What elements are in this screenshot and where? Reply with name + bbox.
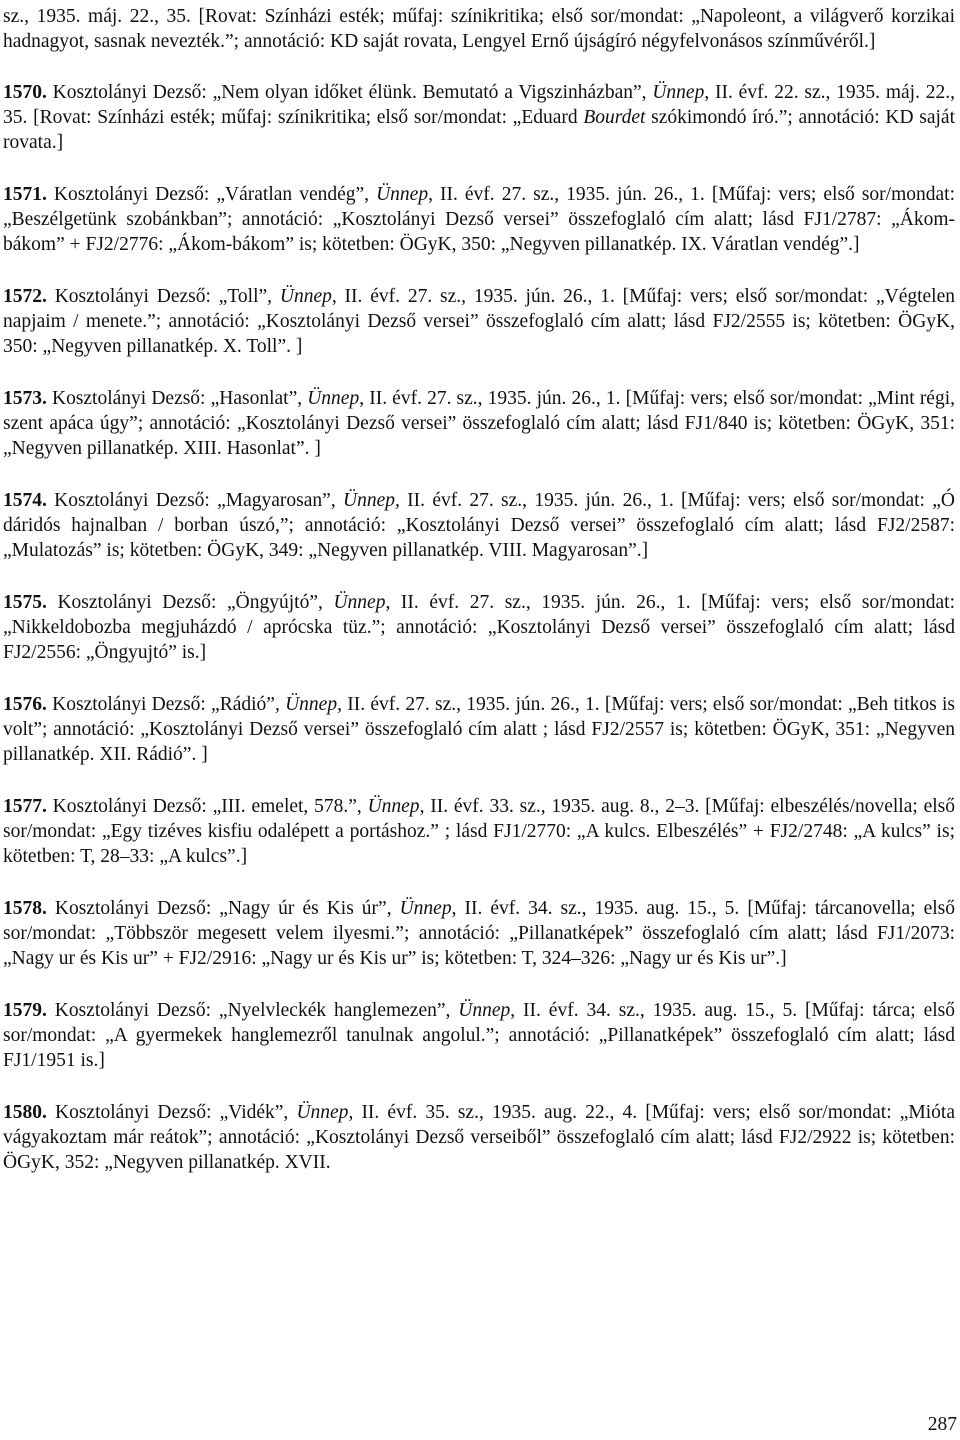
publication-title: Ünnep: [652, 82, 705, 103]
entry-text: , II. évf. 27. sz., 1935. jún. 26., 1. [Műfaj: vers; első sor/mondat: „Beszélgetünk szobánkban”; annotáció: „Kosztolányi Dezső versei” összefoglaló cím alatt; lásd FJ1/2787: „Ákom-bákom” + FJ2/2776: „Ákom-bákom” is; kötetben: ÖGyK, 350: „Negyven pillanatkép. IX. Váratlan vendég”.]: [3, 184, 955, 255]
entry-text: Kosztolányi Dezső: „Váratlan vendég”,: [46, 184, 377, 205]
bibliography-entry: [3, 590, 955, 665]
bibliography-entry: [3, 284, 955, 359]
bibliography-entry: [3, 488, 955, 563]
bibliography-entry: [3, 998, 955, 1073]
italic-name: Bourdet: [583, 107, 646, 128]
entry-number: 1571.: [3, 184, 47, 205]
entry-text: Kosztolányi Dezső: „III. emelet, 578.”,: [46, 796, 368, 817]
publication-title: Ünnep: [333, 592, 386, 613]
entry-text: Kosztolányi Dezső: „Nem olyan időket élünk. Bemutató a Vigszinházban”,: [46, 82, 653, 103]
entry-text: Kosztolányi Dezső: „Öngyújtó”,: [46, 592, 334, 613]
entry-number: 1570.: [3, 82, 47, 103]
bibliography-entry: [3, 80, 955, 155]
entry-text: , II. évf. 27. sz., 1935. jún. 26., 1. [Műfaj: vers; első sor/mondat: „Mint régi, szent apáca úgy”; annotáció: „Kosztolányi Dezső versei” összefoglaló cím alatt; lásd FJ1/840 is; kötetben: ÖGyK, 351: „Negyven pillanatkép. XIII. Hasonlat”. ]: [3, 388, 956, 459]
publication-title: Ünnep: [399, 898, 452, 919]
publication-title: Ünnep,: [343, 490, 400, 511]
bibliography-entry: [3, 794, 955, 869]
bibliography-entries: [3, 4, 955, 1202]
entry-text: Kosztolányi Dezső: „Magyarosan”,: [46, 490, 343, 511]
entry-text: , II. évf. 22. sz., 1935. máj. 22., 35. [Rovat: Színházi esték; műfaj: színikritika; első sor/mondat: „Eduard: [3, 82, 955, 128]
entry-number: 1579.: [3, 1000, 47, 1021]
entry-text: Kosztolányi Dezső: „Nyelvleckék hanglemezen”,: [46, 1000, 459, 1021]
entry-number: 1580.: [3, 1102, 47, 1123]
publication-title: Ünnep: [376, 184, 429, 205]
bibliography-entry: [3, 896, 955, 971]
entry-number: 1574.: [3, 490, 47, 511]
publication-title: Ünnep: [367, 796, 420, 817]
bibliography-entry: [3, 692, 955, 767]
entry-text: szókimondó író.”; annotáció: KD saját rovata.]: [3, 107, 955, 153]
entry-text: sz., 1935. máj. 22., 35. [Rovat: Színházi esték; műfaj: színikritika; első sor/mondat: „Napoleont, a világverő korzikai hadnagyot, sasnak nevezték.”; annotáció: KD saját rovata, Lengyel Ernő újságíró négyfelvonásos színművéről.]: [3, 6, 955, 52]
entry-text: , II. évf. 34. sz., 1935. aug. 15., 5. [Műfaj: tárca; első sor/mondat: „A gyermekek hanglemezről tanulnak angolul.”; annotáció: „Pillanatképek” összefoglaló cím alatt; lásd FJ1/1951 is.]: [3, 1000, 956, 1071]
entry-text: Kosztolányi Dezső: „Toll”,: [46, 286, 280, 307]
entry-number: 1572.: [3, 286, 47, 307]
entry-text: , II. évf. 33. sz., 1935. aug. 8., 2–3. [Műfaj: elbeszélés/novella; első sor/mondat: „Egy tizéves kisfiu odalépett a portáshoz.” ; lásd FJ1/2770: „A kulcs. Elbeszélés” + FJ2/2748: „A kulcs” is; kötetben: T, 28–33: „A kulcs”.]: [3, 796, 955, 867]
entry-text: II. évf. 27. sz., 1935. jún. 26., 1. [Műfaj: vers; első sor/mondat: „Ó dáridós hajnalban / borban úszó,”; annotáció: „Kosztolányi Dezső versei” összefoglaló cím alatt; lásd FJ2/2587: „Mulatozás” is; kötetben: ÖGyK, 349: „Negyven pillanatkép. VIII. Magyarosan”.]: [3, 490, 955, 561]
bibliography-entry: [3, 182, 955, 257]
entry-text: , II. évf. 27. sz., 1935. jún. 26., 1. [Műfaj: vers; első sor/mondat: „Nikkeldobozba megjuházdó / aprócska tüz.”; annotáció: „Kosztolányi Dezső versei” összefoglaló cím alatt; lásd FJ2/2556: „Öngyujtó” is.]: [3, 592, 955, 663]
publication-title: Ünnep: [458, 1000, 511, 1021]
bibliography-entry: [3, 1100, 955, 1175]
publication-title: Ünnep: [296, 1102, 349, 1123]
entry-text: Kosztolányi Dezső: „Vidék”,: [46, 1102, 297, 1123]
page-number: 287: [927, 1414, 957, 1435]
entry-number: 1578.: [3, 898, 47, 919]
publication-title: Ünnep: [279, 286, 332, 307]
entry-text: , II. évf. 27. sz., 1935. jún. 26., 1. [Műfaj: vers; első sor/mondat: „Végtelen napjaim / menete.”; annotáció: „Kosztolányi Dezső versei” összefoglaló cím alatt; lásd FJ2/2555 is; kötetben: ÖGyK, 350: „Negyven pillanatkép. X. Toll”. ]: [3, 286, 955, 357]
publication-title: Ünnep: [307, 388, 360, 409]
entry-text: , II. évf. 35. sz., 1935. aug. 22., 4. [Műfaj: vers; első sor/mondat: „Mióta vágyakoztam már reátok”; annotáció: „Kosztolányi Dezső verseiből” összefoglaló cím alatt; lásd FJ2/2922 is; kötetben: ÖGyK, 352: „Negyven pillanatkép. XVII.: [3, 1102, 955, 1173]
publication-title: Ünnep: [285, 694, 338, 715]
entry-text: , II. évf. 34. sz., 1935. aug. 15., 5. [Műfaj: tárcanovella; első sor/mondat: „Többször megesett velem ilyesmi.”; annotáció: „Pillanatképek” összefoglaló cím alatt; lásd FJ1/2073: „Nagy ur és Kis ur” + FJ2/2916: „Nagy ur és Kis ur” is; kötetben: T, 324–326: „Nagy ur és Kis ur”.]: [3, 898, 956, 969]
entry-text: Kosztolányi Dezső: „Nagy úr és Kis úr”,: [46, 898, 400, 919]
bibliography-entry: [3, 386, 955, 461]
bibliography-entry: [3, 4, 955, 54]
entry-number: 1576.: [3, 694, 47, 715]
entry-text: , II. évf. 27. sz., 1935. jún. 26., 1. [Műfaj: vers; első sor/mondat: „Beh titkos is volt”; annotáció: „Kosztolányi Dezső versei” összefoglaló cím alatt ; lásd FJ2/2557 is; kötetben: ÖGyK, 351: „Negyven pillanatkép. XII. Rádió”. ]: [3, 694, 955, 765]
entry-text: Kosztolányi Dezső: „Hasonlat”,: [46, 388, 308, 409]
entry-number: 1573.: [3, 388, 47, 409]
entry-number: 1577.: [3, 796, 47, 817]
entry-text: Kosztolányi Dezső: „Rádió”,: [46, 694, 286, 715]
entry-number: 1575.: [3, 592, 47, 613]
